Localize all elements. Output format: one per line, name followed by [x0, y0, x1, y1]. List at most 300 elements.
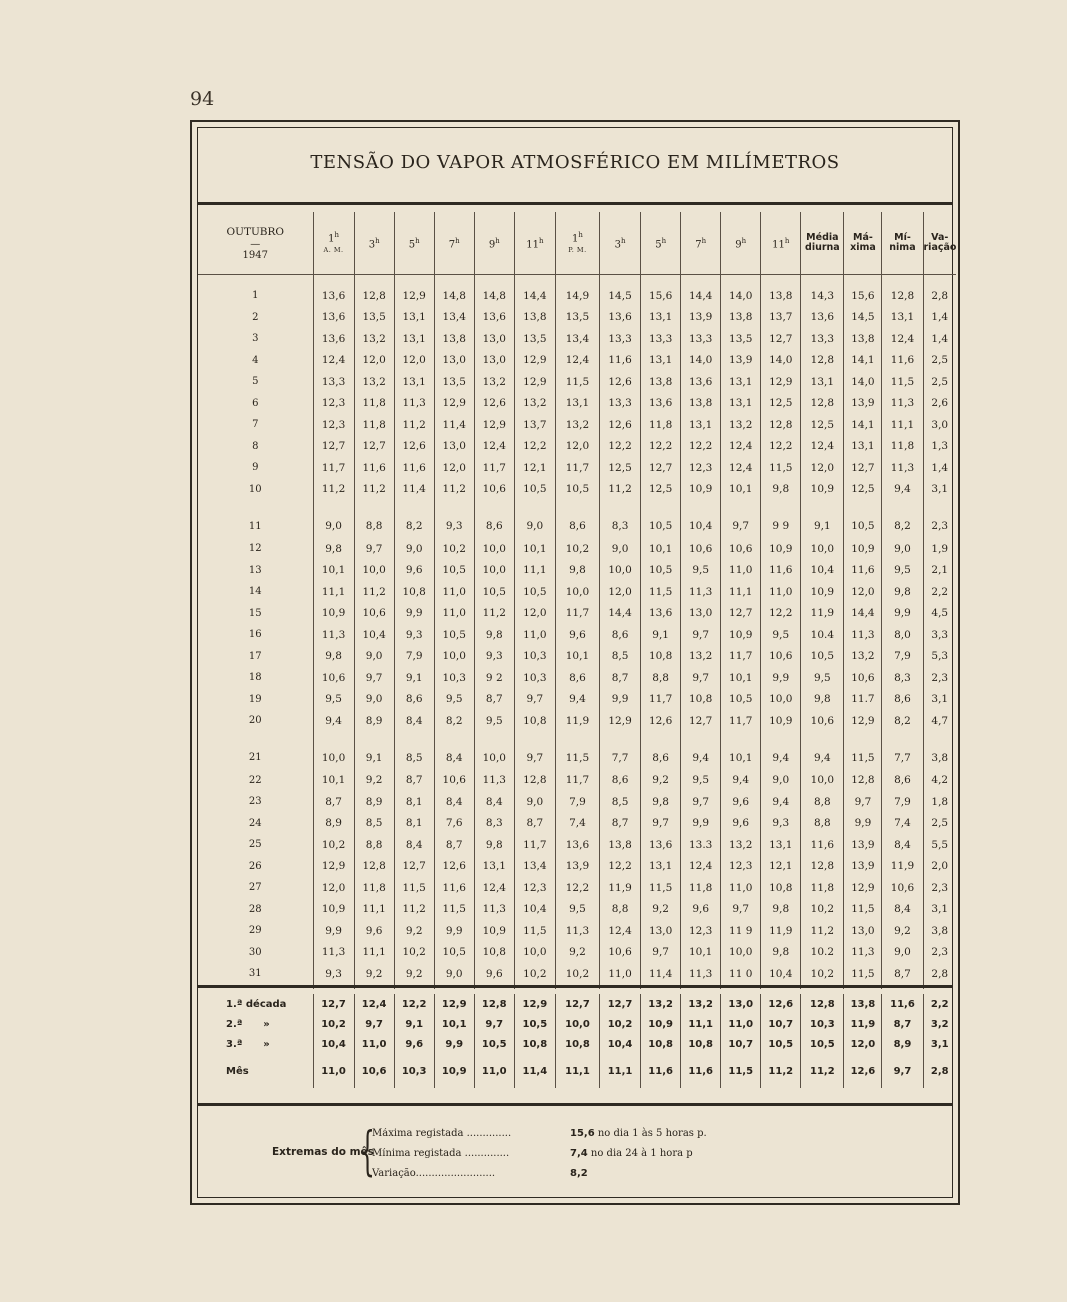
summary-value: 2,8 — [930, 1065, 949, 1077]
value-cell: 9,5 — [681, 770, 721, 792]
value-cell: 1,4 — [931, 461, 949, 474]
value-cell: 14,0 — [721, 275, 761, 307]
value-cell: 11,0 — [434, 581, 474, 603]
value-cell: 13,1 — [882, 307, 923, 329]
value-cell: 12,0 — [801, 457, 844, 479]
day-cell: 25 — [198, 834, 313, 856]
value-cell: 8,6 — [600, 624, 641, 646]
value-cell: 10,2 — [801, 963, 844, 989]
value-cell: 11,3 — [681, 963, 721, 989]
extremes-value — [570, 1148, 693, 1159]
value-cell: 9,8 — [313, 538, 354, 560]
value-cell: 11 9 — [721, 920, 761, 942]
value-cell: 9,4 — [801, 732, 844, 770]
value-cell: 13,1 — [555, 393, 599, 415]
value-cell: 11,9 — [801, 603, 844, 625]
value-cell: 9,9 — [434, 920, 474, 942]
day-cell: 31 — [198, 963, 313, 989]
value-cell: 13,0 — [434, 436, 474, 458]
header-col-12 — [761, 212, 801, 275]
value-cell: 8,9 — [354, 791, 394, 813]
value-cell: 3,0 — [931, 418, 949, 431]
summary-value: 9,7 — [474, 1014, 514, 1034]
value-cell: 10,6 — [313, 667, 354, 689]
summary-row — [198, 1054, 956, 1088]
value-cell: 9,1 — [641, 624, 681, 646]
value-cell: 13,9 — [844, 856, 882, 878]
value-cell: 11,6 — [434, 877, 474, 899]
table-row — [198, 393, 956, 415]
table-row — [198, 350, 956, 372]
table-row — [198, 457, 956, 479]
value-cell: 9,7 — [681, 667, 721, 689]
value-cell: 2,8 — [931, 289, 949, 302]
value-cell: 10,6 — [761, 646, 801, 668]
value-cell: 13,0 — [474, 328, 514, 350]
header-hour-suffix: h — [578, 231, 583, 240]
summary-value: 10,9 — [641, 1014, 681, 1034]
value-cell: 12,8 — [354, 856, 394, 878]
header-hour-suffix: h — [538, 236, 544, 245]
value-cell: 8,8 — [600, 899, 641, 921]
value-cell: 8,4 — [474, 791, 514, 813]
value-cell: 13,1 — [721, 393, 761, 415]
value-cell: 12,7 — [844, 457, 882, 479]
value-cell: 3,1 — [931, 903, 949, 916]
value-cell: 12,0 — [844, 581, 882, 603]
vapor-pressure-table — [198, 212, 956, 989]
value-cell: 8,7 — [313, 791, 354, 813]
value-cell: 2,3 — [931, 881, 949, 894]
extremes-note: no dia 1 às 5 horas p. — [594, 1128, 707, 1139]
value-cell: 12,8 — [761, 414, 801, 436]
value-cell: 2,5 — [931, 817, 949, 830]
value-cell: 3,8 — [931, 924, 949, 937]
value-cell: 9,2 — [394, 920, 434, 942]
value-cell: 12,3 — [681, 920, 721, 942]
value-cell: 12,2 — [555, 877, 599, 899]
day-cell: 12 — [198, 538, 313, 560]
value-cell: 13,9 — [721, 350, 761, 372]
value-cell: 11,5 — [514, 920, 555, 942]
value-cell: 13,1 — [844, 436, 882, 458]
summary-value: 12,9 — [514, 994, 555, 1014]
value-cell: 10,0 — [761, 689, 801, 711]
value-cell: 12,6 — [600, 414, 641, 436]
summary-value: 12,6 — [844, 1054, 882, 1088]
value-cell: 9,2 — [354, 770, 394, 792]
value-cell: 9,6 — [721, 791, 761, 813]
value-cell: 13,1 — [641, 350, 681, 372]
value-cell: 2,3 — [931, 946, 949, 959]
table-row — [198, 328, 956, 350]
value-cell: 10,9 — [721, 624, 761, 646]
value-cell: 11,5 — [394, 877, 434, 899]
day-cell: 18 — [198, 667, 313, 689]
value-cell: 11,2 — [394, 899, 434, 921]
value-cell: 9,0 — [514, 500, 555, 538]
value-cell: 1,4 — [931, 332, 949, 345]
value-cell: 11,4 — [434, 414, 474, 436]
value-cell: 10,6 — [681, 538, 721, 560]
value-cell: 13,6 — [641, 603, 681, 625]
value-cell: 12,0 — [555, 436, 599, 458]
value-cell: 12,9 — [434, 393, 474, 415]
value-cell: 14,1 — [844, 414, 882, 436]
value-cell: 10,6 — [354, 603, 394, 625]
header-hour-suffix: h — [495, 236, 500, 245]
table-row — [198, 500, 956, 538]
value-cell: 8,8 — [641, 667, 681, 689]
value-cell: 8,6 — [555, 500, 599, 538]
value-cell: 10,1 — [313, 560, 354, 582]
value-cell: 13,4 — [514, 856, 555, 878]
value-cell: 13,2 — [681, 646, 721, 668]
value-cell: 11,3 — [681, 581, 721, 603]
value-cell: 10,8 — [681, 689, 721, 711]
value-cell: 10,9 — [761, 710, 801, 732]
value-cell: 12,7 — [721, 603, 761, 625]
value-cell: 11,8 — [801, 877, 844, 899]
value-cell: 8,7 — [882, 963, 923, 989]
value-cell: 13,4 — [434, 307, 474, 329]
header-hour: 9 — [735, 239, 742, 251]
value-cell: 10,8 — [474, 942, 514, 964]
value-cell: 12,9 — [313, 856, 354, 878]
value-cell: 8,4 — [394, 834, 434, 856]
value-cell: 11,2 — [434, 479, 474, 501]
value-cell: 8,4 — [882, 834, 923, 856]
value-cell: 8,6 — [641, 732, 681, 770]
value-cell: 9,0 — [313, 500, 354, 538]
value-cell: 8,0 — [882, 624, 923, 646]
value-cell: 9,7 — [354, 667, 394, 689]
header-hour: 1 — [572, 233, 579, 245]
value-cell: 10,5 — [641, 500, 681, 538]
value-cell: 12,2 — [761, 603, 801, 625]
value-cell: 12,9 — [474, 414, 514, 436]
day-cell: 6 — [198, 393, 313, 415]
summary-value: 9,9 — [434, 1034, 474, 1054]
value-cell: 13,8 — [761, 275, 801, 307]
value-cell: 8,2 — [882, 500, 923, 538]
value-cell: 5,3 — [931, 650, 949, 663]
value-cell: 8,6 — [882, 689, 923, 711]
header-col-6 — [514, 212, 555, 275]
summary-value: 10,3 — [394, 1054, 434, 1088]
value-cell: 11,3 — [844, 942, 882, 964]
extremes-label: Extremas do mês — [272, 1146, 374, 1158]
value-cell: 10,3 — [514, 667, 555, 689]
value-cell: 11,4 — [394, 479, 434, 501]
value-cell: 1,8 — [931, 795, 949, 808]
value-cell: 10,1 — [313, 770, 354, 792]
value-cell: 12,3 — [313, 393, 354, 415]
header-col-8 — [600, 212, 641, 275]
value-cell: 10.4 — [801, 624, 844, 646]
value-cell: 11,5 — [844, 963, 882, 989]
value-cell: 11,5 — [555, 732, 599, 770]
value-cell: 7,9 — [882, 791, 923, 813]
table-row — [198, 877, 956, 899]
value-cell: 8,8 — [801, 791, 844, 813]
value-cell: 11,0 — [600, 963, 641, 989]
value-cell: 9,9 — [681, 813, 721, 835]
value-cell: 10,5 — [555, 479, 599, 501]
value-cell: 10,6 — [474, 479, 514, 501]
summary-label: 3.ª » — [198, 1034, 313, 1054]
table-row — [198, 942, 956, 964]
value-cell: 11,7 — [641, 689, 681, 711]
value-cell: 10,5 — [721, 689, 761, 711]
value-cell: 8,8 — [354, 500, 394, 538]
value-cell: 11,8 — [641, 414, 681, 436]
value-cell: 9,5 — [882, 560, 923, 582]
value-cell: 12,7 — [313, 436, 354, 458]
value-cell: 10,9 — [313, 603, 354, 625]
value-cell: 10,1 — [514, 538, 555, 560]
summary-value: 12,7 — [555, 994, 599, 1014]
value-cell: 9,7 — [641, 942, 681, 964]
value-cell: 8,7 — [394, 770, 434, 792]
day-cell: 8 — [198, 436, 313, 458]
value-cell: 11,1 — [721, 581, 761, 603]
value-cell: 9,4 — [761, 791, 801, 813]
header-col-16 — [923, 212, 956, 275]
value-cell: 13,6 — [474, 307, 514, 329]
day-cell: 20 — [198, 710, 313, 732]
value-cell: 12,0 — [434, 457, 474, 479]
header-hour-suffix: h — [701, 236, 707, 245]
value-cell: 10,4 — [354, 624, 394, 646]
value-cell: 10,0 — [721, 942, 761, 964]
value-cell: 12,8 — [801, 856, 844, 878]
summary-value: 11,1 — [555, 1054, 599, 1088]
summary-value: 12,4 — [354, 994, 394, 1014]
value-cell: 9,6 — [474, 963, 514, 989]
table-body — [198, 275, 956, 989]
summary-value: 13,0 — [721, 994, 761, 1014]
header-hour: 5 — [408, 239, 416, 251]
value-cell: 11,3 — [474, 899, 514, 921]
header-col-5 — [474, 212, 514, 275]
value-cell: 9,9 — [313, 920, 354, 942]
value-cell: 14,1 — [844, 350, 882, 372]
value-cell: 12,8 — [801, 350, 844, 372]
value-cell: 10,4 — [801, 560, 844, 582]
value-cell: 10,3 — [514, 646, 555, 668]
value-cell: 9,5 — [313, 689, 354, 711]
table-frame — [190, 120, 960, 1205]
value-cell: 13,0 — [844, 920, 882, 942]
value-cell: 11,3 — [313, 624, 354, 646]
summary-value: 10,5 — [514, 1014, 555, 1034]
value-cell: 8,3 — [882, 667, 923, 689]
summary-rule-bottom — [198, 1103, 952, 1106]
value-cell: 8,2 — [394, 500, 434, 538]
value-cell: 14,4 — [600, 603, 641, 625]
summary-value: 12,7 — [600, 994, 641, 1014]
value-cell: 13,2 — [354, 371, 394, 393]
value-cell: 14,8 — [434, 275, 474, 307]
value-cell: 9,0 — [434, 963, 474, 989]
value-cell: 9,6 — [354, 920, 394, 942]
value-cell: 13,2 — [844, 646, 882, 668]
value-cell: 9,1 — [394, 667, 434, 689]
value-cell: 8,3 — [474, 813, 514, 835]
value-cell: 13,3 — [600, 393, 641, 415]
value-cell: 12,5 — [801, 414, 844, 436]
value-cell: 11,3 — [474, 770, 514, 792]
value-cell: 11,4 — [641, 963, 681, 989]
value-cell: 10,1 — [721, 667, 761, 689]
day-cell: 28 — [198, 899, 313, 921]
table-row — [198, 856, 956, 878]
value-cell: 11,6 — [354, 457, 394, 479]
value-cell: 9,0 — [354, 646, 394, 668]
extremes-value — [570, 1168, 588, 1179]
summary-value: 8,9 — [882, 1034, 923, 1054]
value-cell: 10,8 — [514, 710, 555, 732]
value-cell: 9,8 — [761, 899, 801, 921]
table-row — [198, 646, 956, 668]
value-cell: 13,4 — [555, 328, 599, 350]
value-cell: 10,4 — [681, 500, 721, 538]
value-cell: 10,0 — [801, 538, 844, 560]
header-hour: 3 — [368, 239, 376, 251]
value-cell: 10,5 — [474, 581, 514, 603]
value-cell: 13,1 — [761, 834, 801, 856]
value-cell: 11,3 — [313, 942, 354, 964]
value-cell: 11,0 — [721, 560, 761, 582]
value-cell: 11,5 — [641, 581, 681, 603]
summary-value: 12,6 — [761, 994, 801, 1014]
value-cell: 12,2 — [641, 436, 681, 458]
value-cell: 11,6 — [801, 834, 844, 856]
value-cell: 8,6 — [394, 689, 434, 711]
table-row — [198, 436, 956, 458]
summary-value: 11,6 — [641, 1054, 681, 1088]
value-cell: 2,3 — [931, 671, 949, 684]
value-cell: 9,7 — [681, 791, 721, 813]
brace-glyph: { — [360, 1122, 375, 1182]
value-cell: 4,2 — [931, 774, 949, 787]
value-cell: 13,2 — [474, 371, 514, 393]
summary-value: 12,2 — [394, 994, 434, 1014]
value-cell: 10,1 — [721, 732, 761, 770]
value-cell: 10,9 — [844, 538, 882, 560]
header-label: Va- riação — [923, 232, 957, 253]
day-cell: 2 — [198, 307, 313, 329]
summary-value: 12,9 — [434, 994, 474, 1014]
day-cell: 23 — [198, 791, 313, 813]
value-cell: 13,6 — [641, 834, 681, 856]
summary-value: 10,8 — [681, 1034, 721, 1054]
value-cell: 9,0 — [394, 538, 434, 560]
value-cell: 12,8 — [844, 770, 882, 792]
header-hour: 3 — [614, 239, 621, 251]
value-cell: 12,6 — [474, 393, 514, 415]
value-cell: 12,7 — [394, 856, 434, 878]
value-cell: 12,3 — [681, 457, 721, 479]
table-row — [198, 538, 956, 560]
value-cell: 13,8 — [434, 328, 474, 350]
value-cell: 9,8 — [313, 646, 354, 668]
value-cell: 10,3 — [434, 667, 474, 689]
value-cell: 10,0 — [474, 560, 514, 582]
header-hour: 9 — [488, 239, 496, 251]
value-cell: 8,4 — [882, 899, 923, 921]
table-row — [198, 603, 956, 625]
title-rule — [198, 202, 952, 205]
value-cell: 9,3 — [474, 646, 514, 668]
value-cell: 9,7 — [514, 732, 555, 770]
value-cell: 8,7 — [434, 834, 474, 856]
value-cell: 8,4 — [434, 791, 474, 813]
summary-value: 11,0 — [313, 1054, 354, 1088]
table-row — [198, 813, 956, 835]
value-cell: 12,7 — [761, 328, 801, 350]
table-row — [198, 560, 956, 582]
value-cell: 11,7 — [555, 457, 599, 479]
value-cell: 10,1 — [721, 479, 761, 501]
value-cell: 11,8 — [354, 393, 394, 415]
value-cell: 10,0 — [313, 732, 354, 770]
value-cell: 11,3 — [844, 624, 882, 646]
day-cell: 30 — [198, 942, 313, 964]
summary-value: 11,4 — [514, 1054, 555, 1088]
value-cell: 9,2 — [555, 942, 599, 964]
value-cell: 11,6 — [761, 560, 801, 582]
table-row — [198, 624, 956, 646]
value-cell: 12,6 — [641, 710, 681, 732]
value-cell: 10,9 — [681, 479, 721, 501]
header-period: A. M. — [323, 245, 344, 254]
value-cell: 12,6 — [600, 371, 641, 393]
summary-value: 10,2 — [600, 1014, 641, 1034]
value-cell: 13,0 — [474, 350, 514, 372]
value-cell: 14,5 — [844, 307, 882, 329]
value-cell: 9,8 — [761, 479, 801, 501]
table-row — [198, 275, 956, 307]
page-number: 94 — [190, 88, 215, 110]
value-cell: 8,5 — [600, 646, 641, 668]
header-hour-suffix: h — [621, 236, 626, 245]
day-cell: 21 — [198, 732, 313, 770]
value-cell: 11,7 — [721, 646, 761, 668]
value-cell: 13,8 — [844, 328, 882, 350]
value-cell: 9,4 — [721, 770, 761, 792]
extremes-value — [570, 1128, 707, 1139]
summary-rule-top — [198, 985, 952, 988]
value-cell: 9,5 — [474, 710, 514, 732]
summary-value: 11,1 — [600, 1054, 641, 1088]
value-cell: 11,0 — [434, 603, 474, 625]
value-cell: 13,1 — [474, 856, 514, 878]
value-cell: 9,7 — [844, 791, 882, 813]
value-cell: 5,5 — [931, 838, 949, 851]
value-cell: 12,4 — [801, 436, 844, 458]
value-cell: 9,8 — [474, 624, 514, 646]
value-cell: 12,8 — [801, 393, 844, 415]
value-cell: 12,9 — [844, 877, 882, 899]
value-cell: 9,0 — [882, 942, 923, 964]
value-cell: 12,8 — [354, 275, 394, 307]
day-cell: 11 — [198, 500, 313, 538]
value-cell: 13,2 — [514, 393, 555, 415]
value-cell: 9,7 — [641, 813, 681, 835]
value-cell: 13,1 — [681, 414, 721, 436]
